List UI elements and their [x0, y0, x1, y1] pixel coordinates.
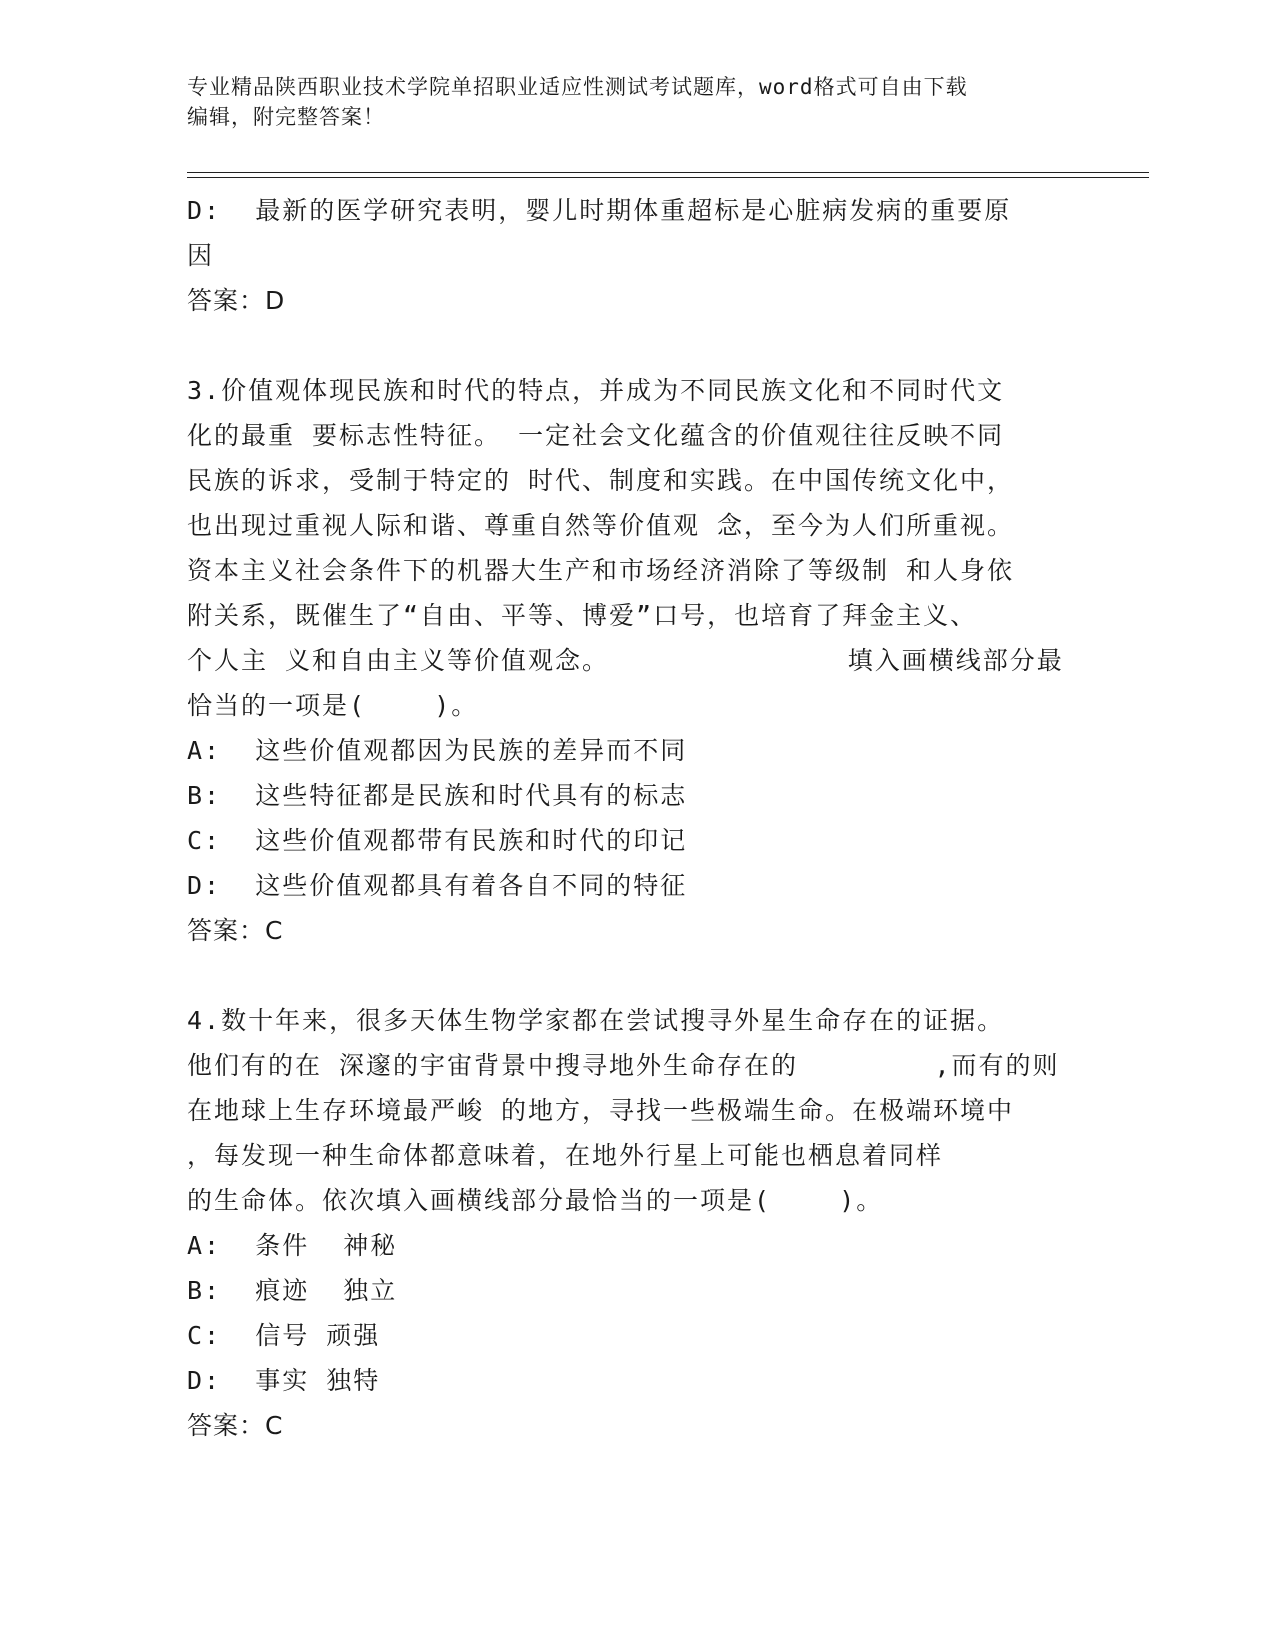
answer-line: 答案：C: [187, 1411, 284, 1440]
question-4-text-line: 4.数十年来，很多天体生物学家都在尝试搜寻外星生命存在的证据。: [187, 1006, 1005, 1035]
question-3-text-line: 恰当的一项是( )。: [187, 691, 479, 720]
question-4-text-line: 他们有的在 深邃的宇宙背景中搜寻地外生命存在的 ,而有的则: [187, 1051, 1060, 1080]
option-d: D: 事实 独特: [187, 1366, 381, 1395]
option-a: A: 条件 神秘: [187, 1231, 398, 1260]
option-c: C: 这些价值观都带有民族和时代的印记: [187, 826, 688, 855]
question-4-text-line: ，每发现一种生命体都意味着，在地外行星上可能也栖息着同样: [187, 1141, 944, 1170]
header-divider-top: [187, 172, 1149, 173]
question-3-text-line: 化的最重 要标志性特征。 一定社会文化蕴含的价值观往往反映不同: [187, 421, 1005, 450]
header-divider-bottom: [187, 177, 1149, 178]
question-3-text-line: 3.价值观体现民族和时代的特点，并成为不同民族文化和不同时代文: [187, 376, 1005, 405]
question-4-text-line: 在地球上生存环境最严峻 的地方，寻找一些极端生命。在极端环境中: [187, 1096, 1015, 1125]
question-spacer: [187, 953, 1067, 998]
option-d: D: 这些价值观都具有着各自不同的特征: [187, 871, 688, 900]
option-c: C: 信号 顽强: [187, 1321, 381, 1350]
question-4-text-line: 的生命体。依次填入画横线部分最恰当的一项是( )。: [187, 1186, 884, 1215]
question-3-text-line: 资本主义社会条件下的机器大生产和市场经济消除了等级制 和人身依: [187, 556, 1015, 585]
question-3-text-line: 附关系，既催生了“自由、平等、博爱”口号，也培育了拜金主义、: [187, 601, 978, 630]
document-body: [187, 188, 1067, 1448]
header-line-1: 专业精品陕西职业技术学院单招职业适应性测试考试题库，word格式可自由下载: [187, 75, 968, 99]
option-b: B: 这些特征都是民族和时代具有的标志: [187, 781, 688, 810]
question-2-tail: [187, 188, 1067, 323]
question-3-text-line: 个人主 义和自由主义等价值观念。 填入画横线部分最: [187, 646, 1064, 675]
header-line-2: 编辑，附完整答案！: [187, 105, 385, 129]
option-d-continued: 因: [187, 241, 215, 270]
answer-line: 答案：C: [187, 916, 284, 945]
question-spacer: [187, 323, 1067, 368]
option-b: B: 痕迹 独立: [187, 1276, 398, 1305]
question-3: [187, 368, 1067, 953]
question-3-text-line: 也出现过重视人际和谐、尊重自然等价值观 念，至今为人们所重视。: [187, 511, 1015, 540]
question-4: [187, 998, 1067, 1448]
question-3-text-line: 民族的诉求，受制于特定的 时代、制度和实践。在中国传统文化中，: [187, 466, 1015, 495]
option-a: A: 这些价值观都因为民族的差异而不同: [187, 736, 688, 765]
option-d: D: 最新的医学研究表明，婴儿时期体重超标是心脏病发病的重要原: [187, 196, 1012, 225]
answer-line: 答案：D: [187, 286, 286, 315]
document-header: [187, 72, 1067, 132]
